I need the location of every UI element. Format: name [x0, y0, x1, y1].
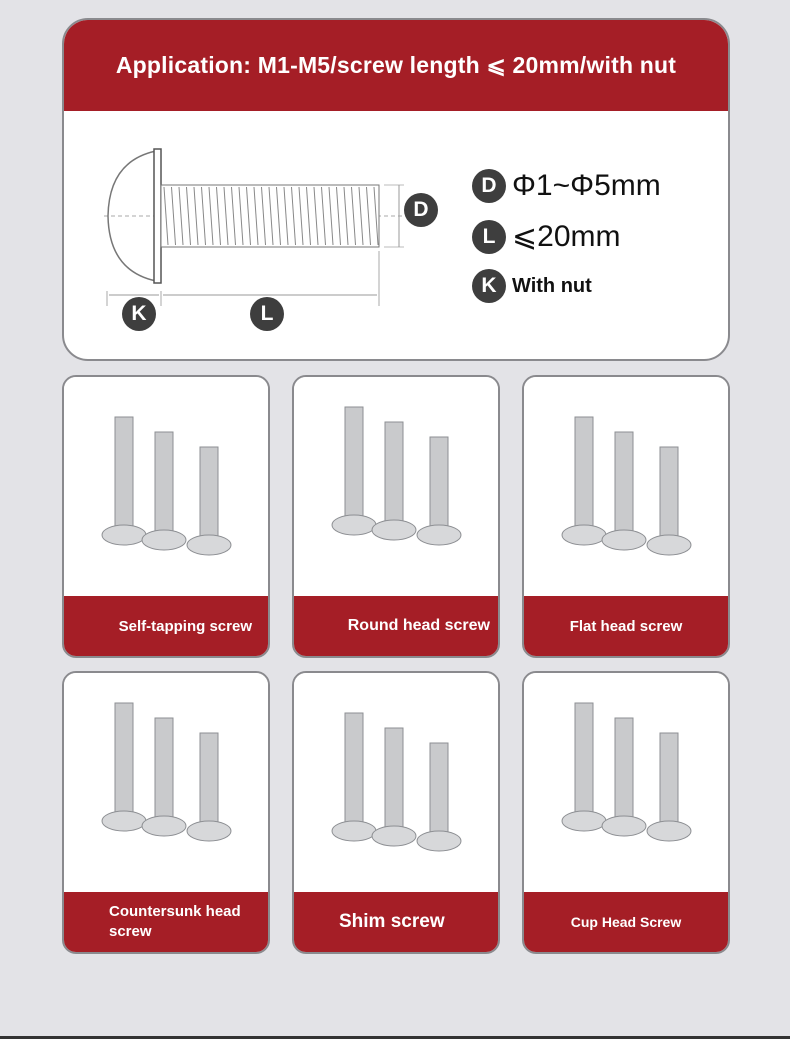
product-card-self-tapping[interactable] [62, 375, 270, 658]
product-label: Flat head screw [569, 617, 683, 635]
d-dimension-badge: D [404, 193, 438, 227]
product-card-cup-head[interactable] [522, 671, 730, 954]
product-card-flat-head[interactable] [522, 375, 730, 658]
spec-badge: K [472, 269, 506, 303]
product-image [524, 377, 728, 597]
spec-text: Φ1~Φ5mm [512, 169, 661, 202]
l-dimension-badge: L [250, 297, 284, 331]
screw-drawing [64, 111, 728, 359]
product-label: Self-tapping screw [118, 617, 252, 635]
product-image [294, 673, 498, 893]
product-image [64, 673, 268, 893]
screw-photo [294, 377, 498, 597]
screw-photo [294, 673, 498, 893]
spec-length [472, 219, 621, 254]
product-label: Shim screw [339, 911, 445, 932]
product-image [64, 377, 268, 597]
product-label: Cup Head Screw [570, 914, 682, 930]
spec-nut [472, 269, 592, 303]
spec-diameter [472, 169, 661, 203]
spec-text: With nut [512, 274, 592, 297]
spec-badge: D [472, 169, 506, 203]
k-dimension-badge: K [122, 297, 156, 331]
spec-text: ⩽20mm [512, 220, 621, 253]
product-label: Round head screw [347, 617, 490, 634]
product-image [524, 673, 728, 893]
screw-photo [524, 673, 728, 893]
product-label: Countersunk head screw [109, 903, 241, 940]
product-card-countersunk[interactable] [62, 671, 270, 954]
application-panel [62, 18, 730, 361]
application-title: Application: M1-M5/screw length ⩽ 20mm/with nut [64, 20, 728, 111]
screw-photo [64, 673, 268, 893]
product-image [294, 377, 498, 597]
screw-diagram [64, 111, 728, 359]
screw-photo [64, 377, 268, 597]
product-card-shim[interactable] [292, 671, 500, 954]
product-card-round-head[interactable] [292, 375, 500, 658]
screw-photo [524, 377, 728, 597]
spec-badge: L [472, 220, 506, 254]
